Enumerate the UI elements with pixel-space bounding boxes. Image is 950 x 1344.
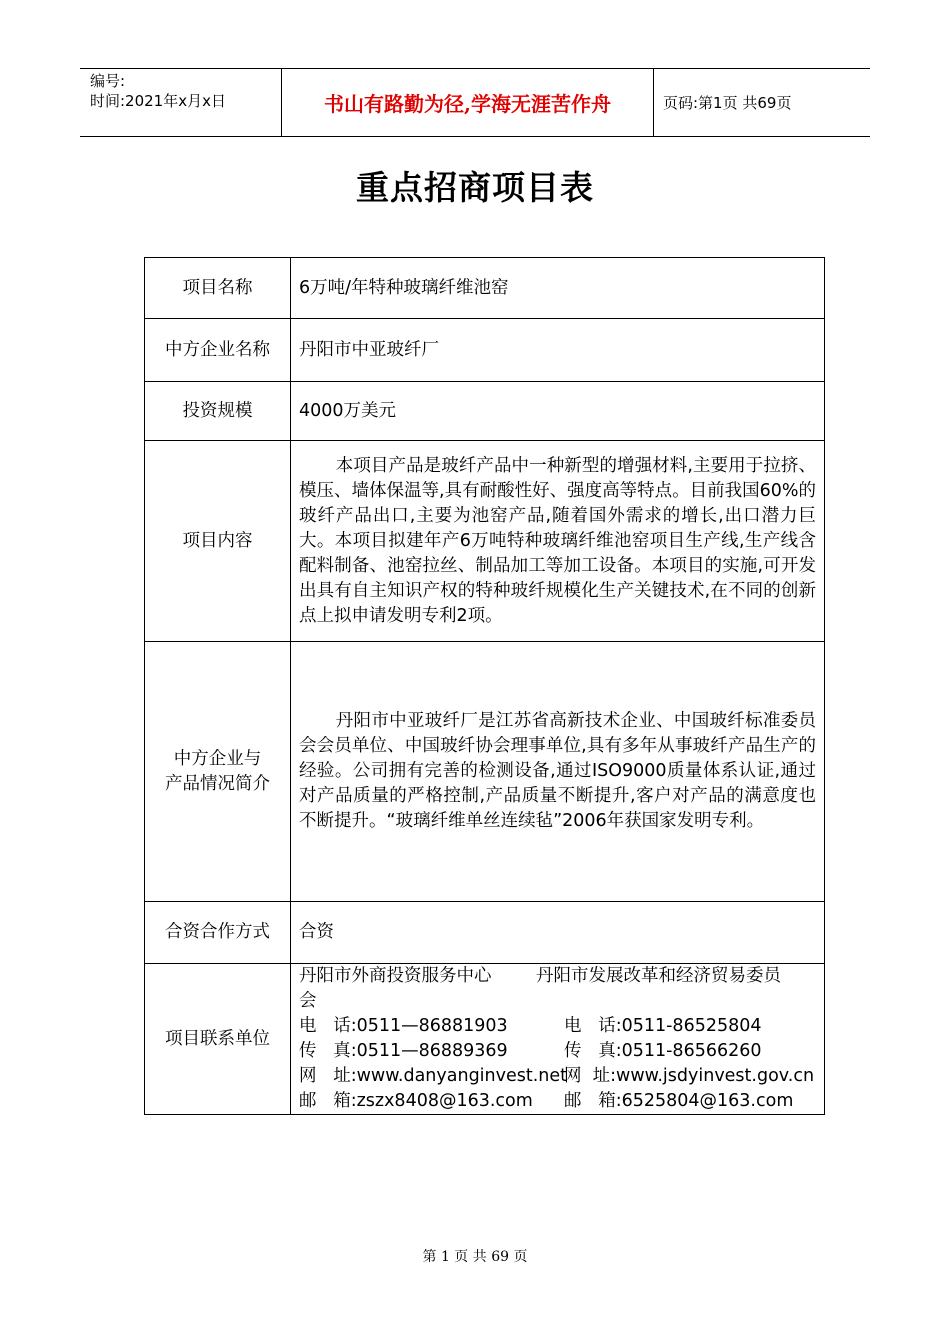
content-paragraph: 本项目产品是玻纤产品中一种新型的增强材料,主要用于拉挤、模压、墙体保温等,具有耐酸性好、强度高等特点。目前我国60%的玻纤产品出口,主要为池窑产品,随着国外需求的增长,出口潜力巨大。本项目拟建年产6万吨特种玻璃纤维池窑项目生产线,生产线含配料制备、池窑拉丝、制品加工等加工设备。本项目的实施,可开发出具有自主知识产权的特种玻纤规模化生产关键技术,在不同的创新点上拟申请发明专利2项。 (299, 455, 816, 626)
table-row (145, 964, 825, 1115)
content-label: 项目内容 (145, 441, 291, 642)
time-label: 时间:2021年x月x日 (90, 92, 226, 110)
table-row (145, 441, 825, 642)
page-info: 页码:第1页 共69页 (663, 94, 792, 112)
scale-label: 投资规模 (145, 382, 291, 441)
intro-label (145, 642, 291, 902)
right-web: 网 址:www.jsdyinvest.gov.cn (564, 1066, 815, 1086)
content-cell (291, 441, 825, 642)
company-value: 丹阳市中亚玻纤厂 (291, 319, 825, 382)
table-row (145, 258, 825, 319)
contact-org-line1: 丹阳市外商投资服务中心 丹阳市发展改革和经济贸易委员 (299, 966, 782, 986)
motto-text: 书山有路勤为径,学海无涯苦作舟 (324, 92, 611, 116)
page-footer: 第 1 页 共 69 页 (422, 1249, 528, 1265)
intro-cell (291, 642, 825, 902)
left-web: 网 址:www.danyanginvest.net (299, 1066, 568, 1086)
header-motto-cell (281, 69, 654, 136)
contact-cell (291, 964, 825, 1115)
mode-value: 合资 (291, 902, 825, 964)
header-page-cell (653, 69, 870, 136)
company-label: 中方企业名称 (145, 319, 291, 382)
contact-fax-row (299, 1039, 816, 1064)
right-email: 邮 箱:6525804@163.com (564, 1091, 794, 1111)
table-row (145, 902, 825, 964)
table-row (145, 382, 825, 441)
contact-email-row (299, 1089, 816, 1114)
intro-paragraph: 丹阳市中亚玻纤厂是江苏省高新技术企业、中国玻纤标准委员会会员单位、中国玻纤协会理事单位,具有多年从事玻纤产品生产的经验。公司拥有完善的检测设备,通过ISO9000质量体系认证,通过对产品质量的严格控制,产品质量不断提升,客户对产品的满意度也不断提升。“玻璃纤维单丝连续毡”2006年获国家发明专利。 (299, 711, 816, 831)
project-name-value: 6万吨/年特种玻璃纤维池窑 (291, 258, 825, 319)
right-fax: 传 真:0511-86566260 (564, 1041, 762, 1061)
header-meta (80, 69, 280, 136)
mode-label: 合资合作方式 (145, 902, 291, 964)
contact-web-row (299, 1064, 816, 1089)
left-tel: 电 话:0511—86881903 (299, 1016, 508, 1036)
table-row (145, 319, 825, 382)
intro-label-line2: 产品情况简介 (165, 773, 270, 794)
left-email: 邮 箱:zszx8408@163.com (299, 1091, 533, 1111)
right-tel: 电 话:0511-86525804 (564, 1016, 762, 1036)
serial-label: 编号: (90, 72, 126, 90)
left-fax: 传 真:0511—86889369 (299, 1041, 508, 1061)
page-header (80, 68, 870, 137)
contact-org-line2: 会 (299, 991, 317, 1011)
project-name-label: 项目名称 (145, 258, 291, 319)
document-title: 重点招商项目表 (356, 168, 594, 207)
scale-value: 4000万美元 (291, 382, 825, 441)
table-row (145, 642, 825, 902)
contact-tel-row (299, 1014, 816, 1039)
contact-label: 项目联系单位 (145, 964, 291, 1115)
project-table (144, 257, 825, 1115)
intro-label-line1: 中方企业与 (173, 748, 262, 769)
